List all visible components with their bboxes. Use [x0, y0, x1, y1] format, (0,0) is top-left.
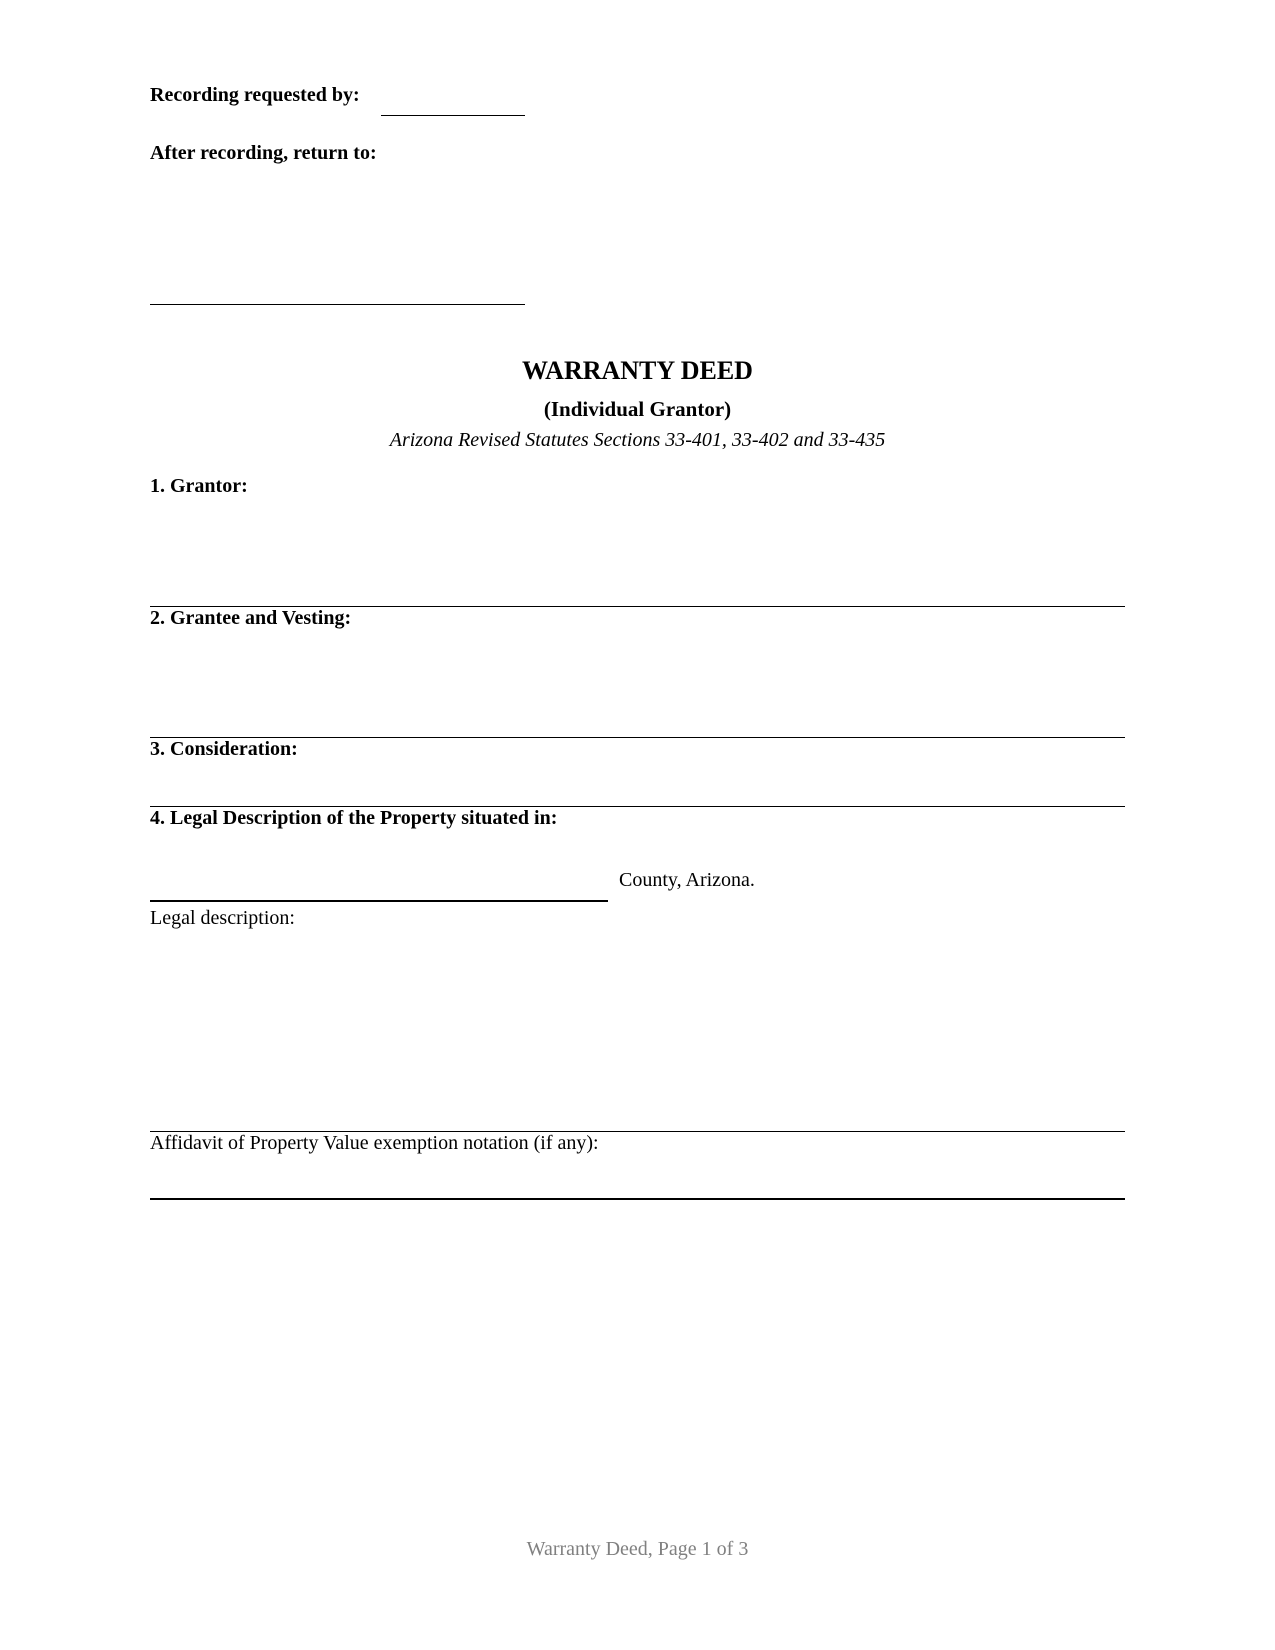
county-blank-line[interactable] [150, 900, 608, 902]
grantor-label: 1. Grantor: [150, 475, 248, 497]
statutes-reference: Arizona Revised Statutes Sections 33-401, 33-402 and 33-435 [389, 429, 886, 451]
affidavit-exemption-blank-line[interactable] [150, 1198, 1125, 1200]
page-footer: Warranty Deed, Page 1 of 3 [526, 1538, 749, 1560]
legal-description-heading: 4. Legal Description of the Property situated in: [150, 807, 558, 829]
county-suffix-label: County, Arizona. [619, 869, 755, 891]
document-subtitle: (Individual Grantor) [543, 397, 732, 421]
recording-requested-label: Recording requested by: [150, 84, 360, 106]
grantee-vesting-label: 2. Grantee and Vesting: [150, 607, 352, 629]
affidavit-exemption-label: Affidavit of Property Value exemption notation (if any): [150, 1132, 599, 1154]
recording-requested-blank-line[interactable] [381, 115, 525, 116]
return-to-label: After recording, return to: [150, 142, 377, 164]
return-to-address-blank-line[interactable] [150, 304, 525, 305]
document-title: WARRANTY DEED [522, 356, 753, 385]
legal-description-label: Legal description: [150, 907, 295, 929]
consideration-label: 3. Consideration: [150, 738, 298, 760]
